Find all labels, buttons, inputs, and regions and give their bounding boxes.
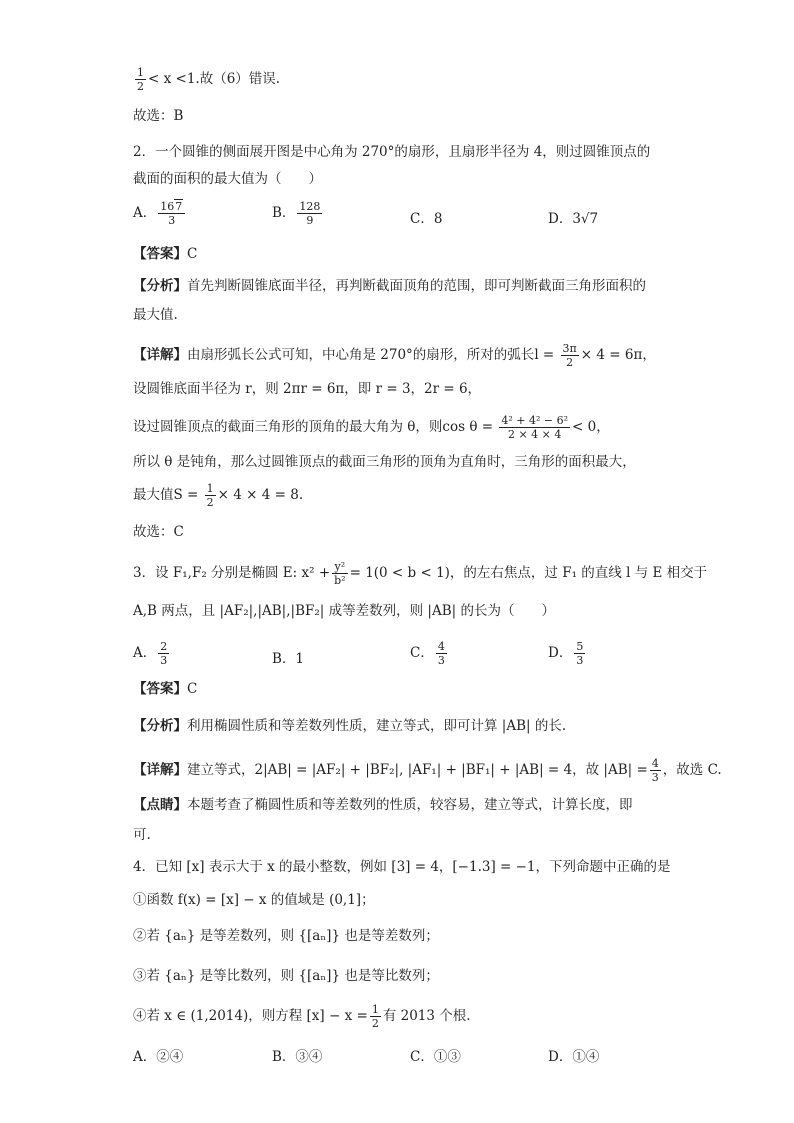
- q3-answer: 【答案】C: [133, 681, 198, 697]
- q2-analysis-1: 【分析】首先判断圆锥底面半径，再判断截面顶角的范围，即可判断截面三角形面积的: [133, 278, 646, 294]
- fraction: $\frac{1}{2}$: [137, 66, 144, 93]
- q3-point-2: 可.: [133, 827, 151, 843]
- q2-option-c: C．8: [410, 211, 443, 227]
- q2-detail-3: 设过圆锥顶点的截面三角形的顶角的最大角为 θ，则cos θ = $\frac{\text{4² + 4² − 6²}}{2 \times 4 \times 4}$ < 0，: [133, 414, 610, 441]
- line-2: 故选：B: [133, 108, 184, 124]
- q2-stem-1: 2．一个圆锥的侧面展开图是中心角为 270°的扇形，且扇形半径为 4，则过圆锥顶点的: [133, 144, 651, 160]
- q3-stem-1: 3．设 F₁,F₂ 分别是椭圆 E: x² + $\frac{\text{y²}}{\text{b²}}$ = 1(0 < b < 1)，的左右焦点，过 F₁ 的直线 l 与 E 相交于: [133, 560, 708, 587]
- q3-analysis: 【分析】利用椭圆性质和等差数列性质，建立等式，即可计算 |AB| 的长.: [133, 718, 567, 734]
- q4-option-d: D．①④: [548, 1049, 600, 1065]
- q2-option-a: A． $\frac{167}{3}$: [133, 200, 187, 227]
- q3-stem-2: A,B 两点，且 |AF₂|,|AB|,|BF₂| 成等差数列，则 |AB| 的长为（ ）: [133, 603, 555, 619]
- q3-point-1: 【点睛】本题考查了椭圆性质和等差数列的性质，较容易，建立等式，计算长度，即: [133, 797, 633, 813]
- q3-option-a: A． $\frac{2}{3}$: [133, 640, 168, 667]
- q4-item-2: ②若 {aₙ} 是等差数列，则 {[aₙ]} 也是等差数列；: [133, 928, 439, 944]
- q2-stem-2: 截面的面积的最大值为（ ）: [133, 171, 322, 187]
- q4-option-b: B．③④: [272, 1049, 323, 1065]
- q2-answer: 【答案】C: [133, 246, 198, 262]
- q2-detail-4: 所以 θ 是钝角，那么过圆锥顶点的截面三角形的顶角为直角时，三角形的面积最大，: [133, 454, 636, 470]
- q2-analysis-2: 最大值.: [133, 307, 178, 323]
- q2-detail-5: 最大值S = $\frac{1}{2}$ × 4 × 4 = 8.: [133, 482, 304, 509]
- q3-option-b: B．1: [272, 651, 305, 667]
- q2-option-d: D．3√7: [548, 211, 599, 227]
- q3-option-d: D． $\frac{5}{3}$: [548, 640, 584, 667]
- q2-option-b: B． $\frac{128}{9}$: [272, 200, 321, 227]
- q4-item-3: ③若 {aₙ} 是等比数列，则 {[aₙ]} 也是等比数列；: [133, 968, 439, 984]
- q4-item-1: ①函数 f(x) = [x] − x 的值域是 (0,1]；: [133, 892, 375, 908]
- q4-stem: 4．已知 [x] 表示大于 x 的最小整数，例如 [3] = 4，[−1.3] = −1，下列命题中正确的是: [133, 859, 671, 875]
- q2-detail-1: 【详解】由扇形弧长公式可知，中心角是 270°的扇形，所对的弧长l = $\frac{3\pi}{2}$ × 4 = 6π，: [133, 342, 656, 369]
- q3-option-c: C． $\frac{4}{3}$: [410, 640, 445, 667]
- q2-detail-2: 设圆锥底面半径为 r，则 2πr = 6π，即 r = 3，2r = 6，: [133, 381, 482, 397]
- q4-option-c: C．①③: [410, 1049, 461, 1065]
- q3-detail: 【详解】建立等式，2|AB| = |AF₂| + |BF₂|, |AF₁| + |BF₁| + |AB| = 4，故 |AB| = $\frac{4}{3}$ ，故选 C.: [133, 757, 722, 784]
- line-1: $\frac{1}{2}$ < x <1.故（6）错误.: [137, 66, 281, 93]
- q2-select: 故选：C: [133, 524, 184, 540]
- q4-option-a: A．②④: [133, 1049, 184, 1065]
- q4-item-4: ④若 x ∈ (1,2014)，则方程 [x] − x = $\frac{1}{2}$ 有 2013 个根.: [133, 1003, 471, 1030]
